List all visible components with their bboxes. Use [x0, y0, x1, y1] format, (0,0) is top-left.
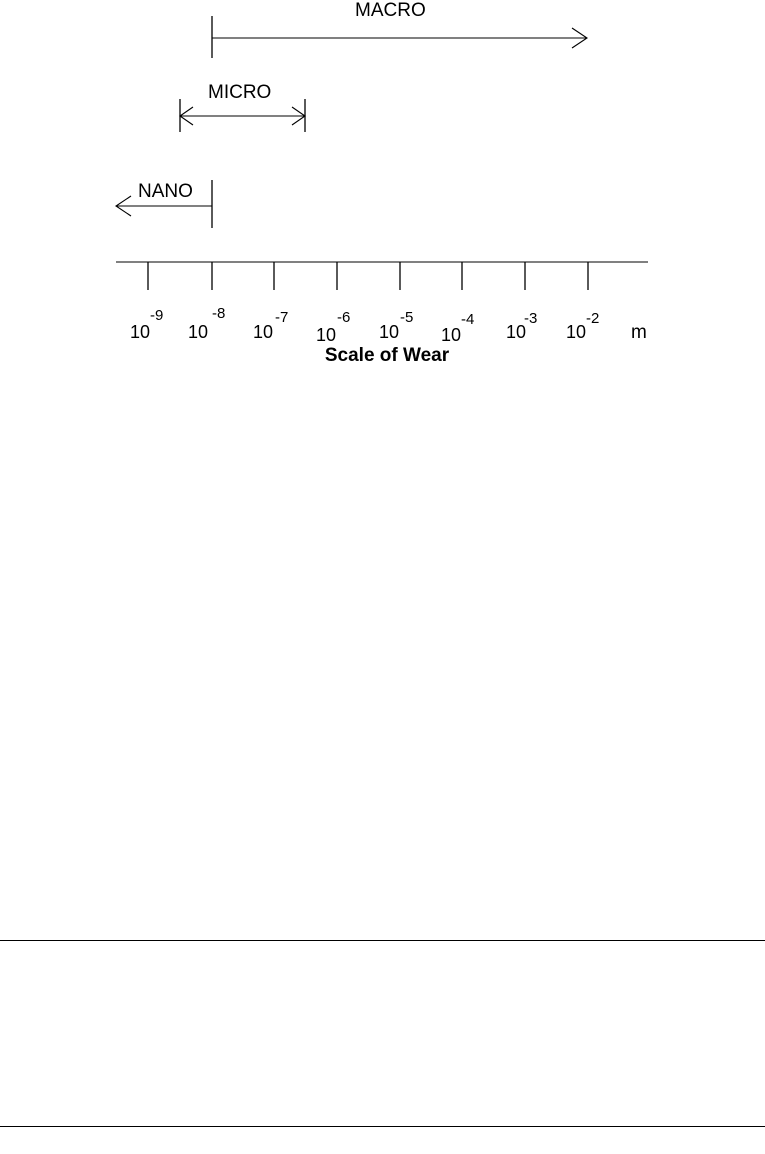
tick-label-exponent: -3: [524, 310, 538, 327]
unit-label: m: [631, 322, 647, 343]
tick-label-exponent: -2: [586, 310, 600, 327]
tick-label-base: 10: [130, 322, 151, 342]
tick-label-base: 10: [441, 325, 462, 345]
tick-label-exponent: -5: [400, 309, 414, 326]
micro-range: [180, 82, 305, 132]
tick-label-base: 10: [379, 322, 400, 342]
nano-range: [116, 180, 212, 228]
horizontal-rule: [0, 1126, 765, 1127]
tick-label-base: 10: [316, 325, 337, 345]
tick-label-exponent: -9: [150, 307, 164, 324]
tick-label-base: 10: [566, 322, 587, 342]
axis-title: Scale of Wear: [324, 345, 450, 366]
tick-label-exponent: -7: [275, 309, 289, 326]
tick-label-base: 10: [253, 322, 274, 342]
macro-label: MACRO: [355, 0, 426, 21]
nano-label: NANO: [138, 181, 193, 202]
tick-label-base: 10: [188, 322, 209, 342]
scale-axis: [116, 262, 648, 366]
micro-label: MICRO: [208, 82, 272, 103]
scale-of-wear-diagram: [0, 0, 765, 400]
macro-range: [212, 0, 587, 58]
tick-label-base: 10: [506, 322, 527, 342]
tick-label-exponent: -6: [337, 309, 351, 326]
horizontal-rule: [0, 940, 765, 941]
tick-label-exponent: -4: [461, 311, 475, 328]
tick-label-exponent: -8: [212, 305, 226, 322]
